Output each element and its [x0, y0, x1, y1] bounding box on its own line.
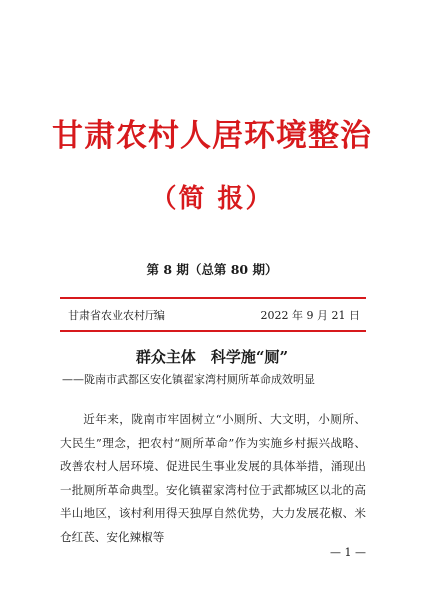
masthead-subtitle: （简 报）: [150, 184, 274, 214]
publish-date: 2022 年 9 月 21 日: [260, 309, 360, 322]
page-number: — 1 —: [330, 546, 366, 559]
article-body: 近年来，陇南市牢固树立“小厕所、大文明，小厕所、大民生”理念，把农村“厕所革命”作为实施乡村振兴战略、改善农村人居环境、促进民生事业发展的具体举措，涌现出一批厕所革命典型。安化镇翟家湾村位于武都城区以北的高半山地区，该村利用得天独厚自然优势，大力发展花椒、米仓红芪、安化辣椒等: [60, 412, 366, 544]
editor-role: 编: [154, 309, 165, 322]
issuer-name: 甘肃省农业农村厅: [68, 309, 156, 322]
meta-row: [68, 308, 360, 324]
issue-number: 第 8 期（总第 80 期）: [146, 262, 278, 277]
masthead-title: 甘肃农村人居环境整治: [52, 118, 372, 154]
header-divider-top: [60, 297, 366, 299]
article-title: 群众主体 科学施“厕”: [135, 348, 289, 366]
header-divider-bottom: [60, 330, 366, 332]
article-subtitle: ——陇南市武都区安化镇翟家湾村厕所革命成效明显: [62, 373, 315, 386]
